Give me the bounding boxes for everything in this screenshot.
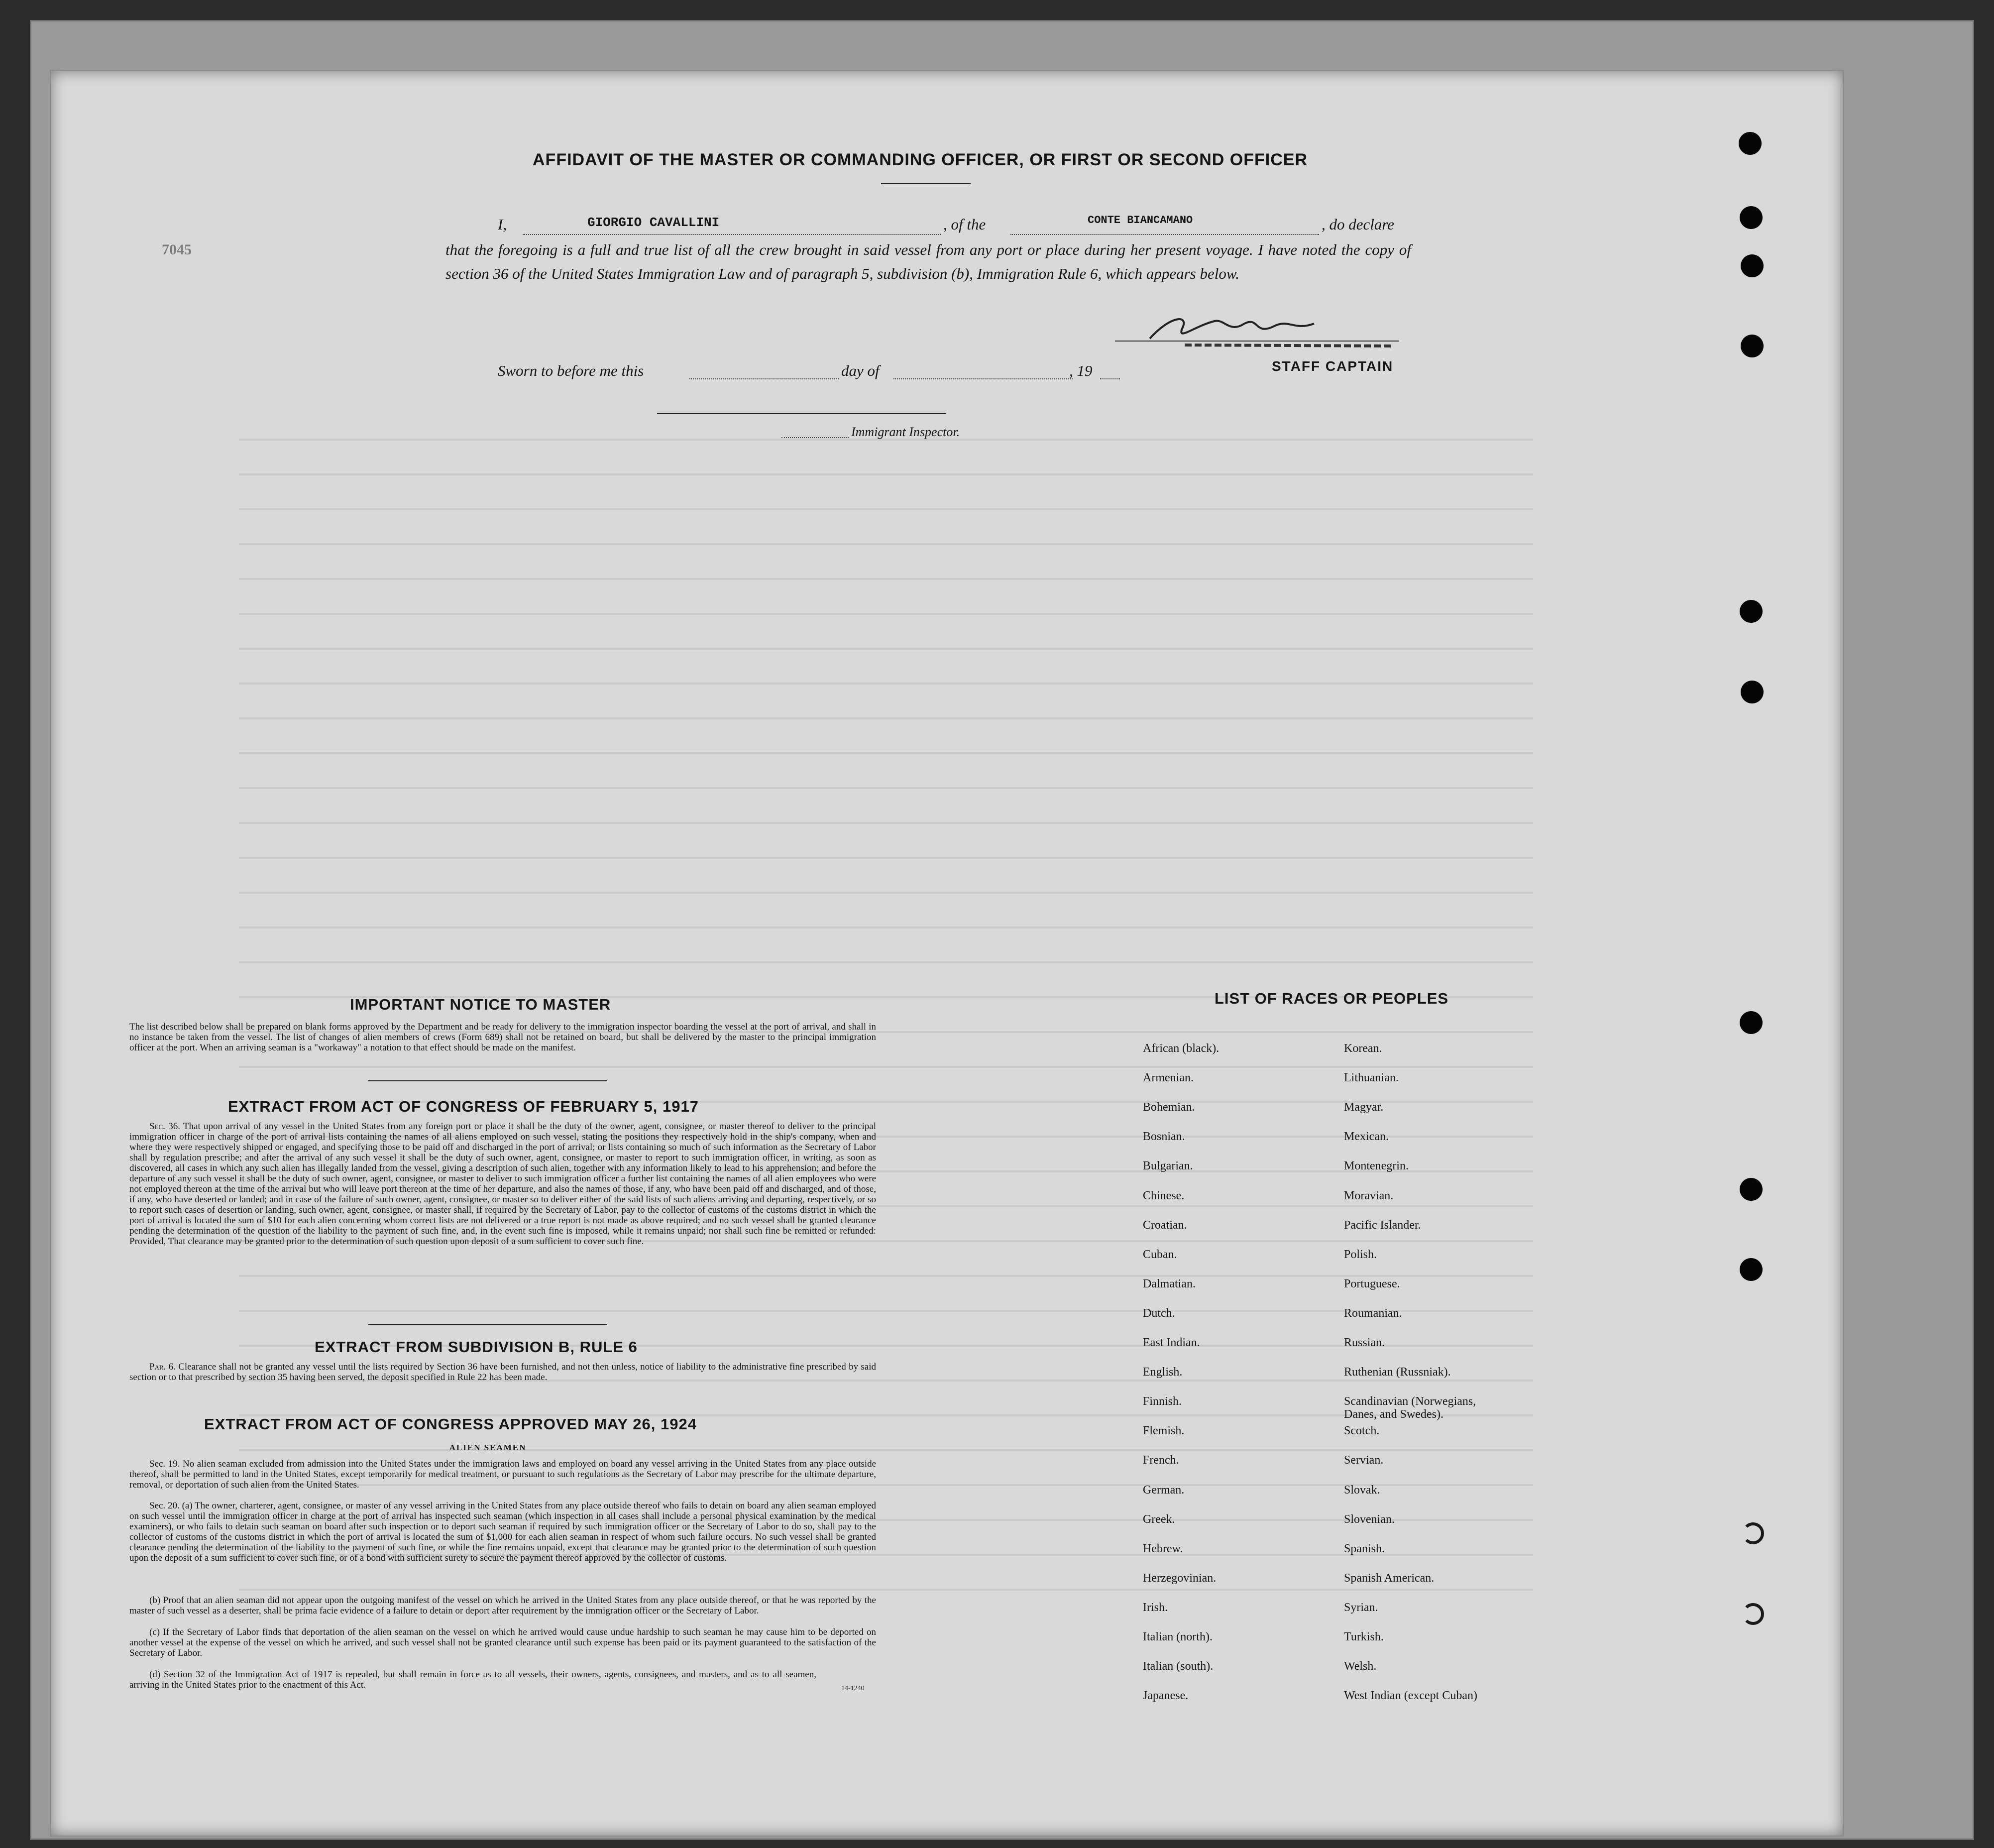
paragraph-6-label: Par. 6. xyxy=(149,1362,176,1372)
year-line xyxy=(1100,378,1120,379)
do-declare-label: , do declare xyxy=(1322,216,1395,233)
binder-hole xyxy=(1740,1258,1763,1281)
officer-name: GIORGIO CAVALLINI xyxy=(587,215,720,230)
race-item: Slovak. xyxy=(1344,1483,1380,1497)
race-item: Slovenian. xyxy=(1344,1512,1395,1526)
vessel-name-line xyxy=(1010,234,1319,235)
section-36-label: Sec. 36. xyxy=(149,1121,180,1132)
race-item: Finnish. xyxy=(1143,1395,1182,1408)
race-item: West Indian (except Cuban) xyxy=(1344,1689,1477,1703)
binder-hole xyxy=(1740,1011,1763,1034)
race-item: Italian (south). xyxy=(1143,1660,1214,1673)
race-item: Scandinavian (Norwegians, Danes, and Swedes). xyxy=(1344,1395,1476,1421)
binder-hole xyxy=(1740,1178,1763,1201)
of-the-label: , of the xyxy=(943,216,986,233)
race-item: Ruthenian (Russniak). xyxy=(1344,1366,1451,1379)
page-number: 7045 xyxy=(162,241,192,258)
race-item: Servian. xyxy=(1344,1454,1384,1467)
officer-name-line xyxy=(523,234,941,235)
binder-hole xyxy=(1740,600,1763,623)
inspector-signature-line xyxy=(657,413,946,414)
race-item: English. xyxy=(1143,1366,1183,1379)
extract-1924-title: EXTRACT FROM ACT OF CONGRESS APPROVED MAY 26, 1924 xyxy=(204,1415,697,1433)
affidavit-page xyxy=(50,70,1844,1837)
notice-title: IMPORTANT NOTICE TO MASTER xyxy=(350,996,611,1013)
extract-1924-sec20c: (c) If the Secretary of Labor finds that deportation of the alien seaman on the vessel on which he arrived would cause undue hardship to such seaman he may cause him to be deported on another vessel at the expense of the vessel on which he arrived, and such vessel shall not be granted clearance until such expense has been paid or its payment guaranteed to the satisfaction of the Secretary of Labor. xyxy=(129,1627,876,1658)
race-item: Syrian. xyxy=(1344,1601,1378,1614)
title-underline xyxy=(881,183,971,184)
race-item: Korean. xyxy=(1344,1042,1382,1055)
race-item: Hebrew. xyxy=(1143,1542,1183,1555)
race-item: Armenian. xyxy=(1143,1071,1194,1085)
inspector-label: Immigrant Inspector. xyxy=(851,425,960,439)
race-item: Japanese. xyxy=(1143,1689,1189,1703)
race-item: Flemish. xyxy=(1143,1424,1185,1438)
race-item: German. xyxy=(1143,1483,1185,1497)
divider xyxy=(368,1080,607,1081)
notice-body: The list described below shall be prepared on blank forms approved by the Department and be ready for delivery to the immigration inspector boarding the vessel at the port of arrival, and shall in no instance be taken from the vessel. The list of changes of alien members of crews (Form 689) shall not be retained on board, but shall be delivered by the master to the principal immigration officer at the port. When an arriving seaman is a "workaway" a notation to that effect should be made on the manifest. xyxy=(129,1022,876,1053)
binder-hole xyxy=(1741,335,1764,357)
captain-signature xyxy=(1095,306,1404,356)
binder-hole xyxy=(1739,132,1762,155)
race-item: Croatian. xyxy=(1143,1218,1187,1232)
declaration-prefix: I, xyxy=(498,216,507,233)
race-item: Greek. xyxy=(1143,1512,1175,1526)
extract-1917-title: EXTRACT FROM ACT OF CONGRESS OF FEBRUARY 5, 1917 xyxy=(228,1098,699,1115)
race-item: Cuban. xyxy=(1143,1248,1177,1261)
race-item: Bosnian. xyxy=(1143,1130,1185,1144)
race-item: Russian. xyxy=(1344,1336,1385,1349)
race-item: Dalmatian. xyxy=(1143,1277,1196,1290)
race-item: Spanish. xyxy=(1344,1542,1385,1555)
race-item: Spanish American. xyxy=(1344,1571,1435,1585)
race-item: Lithuanian. xyxy=(1344,1071,1399,1085)
extract-rule6-title: EXTRACT FROM SUBDIVISION B, RULE 6 xyxy=(315,1338,638,1356)
race-item: Italian (north). xyxy=(1143,1630,1213,1643)
race-item: Magyar. xyxy=(1344,1101,1384,1114)
section-36-text: That upon arrival of any vessel in the United States from any foreign port or place it shall be the duty of the owner, agent, consignee, or master thereof to deliver to the principal immigration officer in charge of the port of arrival lists containing the names of all aliens employed on such vessel, stating the positions they respectively hold in the ship's company, when and where they were respectively shipped or engaged, and specifying those to be paid off and discharged in the port of arrival; or lists containing so much of such information as the Secretary of Labor shall by regulation prescribe; and after the arrival of any such vessel it shall be the duty of such owner, agent, consignee, or master to report to such immigration officer, in writing, as soon as discovered, all cases in which any such alien has illegally landed from the vessel, giving a description of such alien, together with any information likely to lead to his apprehension; and before the departure of any such vessel it shall be the duty of such owner, agent, consignee, or master to deliver to such immigration officer a further list containing the names of all alien employees who were not employed thereon at the time of the arrival but who will leave port thereon at the time of her departure, and also the names of those, if any, who have been paid off and discharged, and of those, if any, who have deserted or landed; and in case of the failure of such owner, agent, consignee, or master so to deliver either of the said lists of such aliens arriving and departing, respectively, or so to report such cases of desertion or landing, such owner, agent, consignee, or master shall, if required by the Secretary of Labor, pay to the collector of customs of the customs district in which the port of arrival is located the sum of $10 for each alien concerning whom correct lists are not delivered or a true report is not made as above required; and no such vessel shall be granted clearance pending the determination of the question of the liability to the payment of such fine, and, in the event such fine is imposed, while it remains unpaid; nor shall such fine be remitted or refunded: Provided, That clearance may be granted prior to the determination of such question upon deposit of a sum sufficient to cover such fine. xyxy=(129,1121,876,1247)
binder-hole-partial xyxy=(1742,1522,1764,1544)
year-prefix: , 19 xyxy=(1069,362,1093,379)
race-item: African (black). xyxy=(1143,1042,1219,1055)
race-item: Chinese. xyxy=(1143,1189,1185,1202)
race-item: French. xyxy=(1143,1454,1179,1467)
race-item: Irish. xyxy=(1143,1601,1168,1614)
extract-1924-sec20a: Sec. 20. (a) The owner, charterer, agent, consignee, or master of any vessel arriving in the United States from any place outside thereof who fails to detain on board any alien seaman employed on such vessel until the immigration officer in charge at the port of arrival has inspected such seaman (which inspection in all cases shall include a personal physical examination by the medical examiners), or who fails to detain such seaman on board after such inspection or to deport such seaman if required by such immigration officer or the Secretary of Labor to do so, shall pay to the collector of customs of the customs district in which the port of arrival is located the sum of $1,000 for each alien seaman in respect of whom such failure occurs. No such vessel shall be granted clearance pending the determination of the liability to the payment of such fine, or while the fine remains unpaid, except that clearance may be granted prior to the determination of such question upon the deposit of a sum sufficient to cover such fine, or of a bond with sufficient surety to secure the payment thereof approved by the collector of customs. xyxy=(129,1501,876,1563)
race-item: Herzegovinian. xyxy=(1143,1571,1217,1585)
extract-1924-sec19: Sec. 19. No alien seaman excluded from admission into the United States under the immigration laws and employed on board any vessel arriving in the United States from any place outside thereof, shall be permitted to land in the United States, except temporarily for medical treatment, or pursuant to such regulations as the Secretary of Labor may prescribe for the ultimate departure, removal, or deportation of such alien from the United States. xyxy=(129,1459,876,1490)
race-item: Bohemian. xyxy=(1143,1101,1195,1114)
affidavit-statement: that the foregoing is a full and true list of all the crew brought in said vessel from any port or place during her present voyage. I have noted the copy of section 36 of the United States Immigration Law and of paragraph 5, subdivision (b), Immigration Rule 6, which appears below. xyxy=(445,241,1411,282)
extract-1917-body xyxy=(129,1121,876,1247)
binder-hole xyxy=(1740,206,1763,229)
race-item: Turkish. xyxy=(1344,1630,1384,1643)
race-item: Montenegrin. xyxy=(1344,1159,1409,1173)
day-of-label: day of xyxy=(841,362,880,379)
extract-1924-sec20b: (b) Proof that an alien seaman did not appear upon the outgoing manifest of the vessel on which he arrived in the United States from any place outside thereof, or that he was reported by the master of such vessel as a deserter, shall be prima facie evidence of a failure to detain or deport after requirement by the immigration officer or the Secretary of Labor. xyxy=(129,1595,876,1616)
race-item: Moravian. xyxy=(1344,1189,1394,1202)
binder-hole xyxy=(1741,681,1764,703)
form-number: 14-1240 xyxy=(841,1685,865,1692)
sworn-month-line xyxy=(893,378,1073,379)
binder-hole xyxy=(1741,254,1764,277)
race-item: Bulgarian. xyxy=(1143,1159,1193,1173)
extract-rule6-body xyxy=(129,1362,876,1383)
sworn-prefix: Sworn to before me this xyxy=(498,362,644,379)
race-item: Mexican. xyxy=(1344,1130,1389,1144)
vessel-name: CONTE BIANCAMANO xyxy=(1088,214,1193,227)
affidavit-title: AFFIDAVIT OF THE MASTER OR COMMANDING OFFICER, OR FIRST OR SECOND OFFICER xyxy=(533,150,1308,169)
race-item: Welsh. xyxy=(1344,1660,1377,1673)
alien-seamen-subtitle: ALIEN SEAMEN xyxy=(449,1443,527,1452)
race-item: Polish. xyxy=(1344,1248,1377,1261)
divider xyxy=(368,1324,607,1325)
extract-1924-sec20d: (d) Section 32 of the Immigration Act of 1917 is repealed, but shall remain in force as to all vessels, their owners, agents, consignees, and masters, and as to all seamen, arriving in the United States prior to the enactment of this Act. xyxy=(129,1669,816,1690)
binder-hole-partial xyxy=(1742,1603,1764,1625)
race-item: Roumanian. xyxy=(1344,1306,1402,1320)
race-item: Dutch. xyxy=(1143,1306,1175,1320)
race-item: Scotch. xyxy=(1344,1424,1380,1438)
race-item: East Indian. xyxy=(1143,1336,1200,1349)
sworn-day-line xyxy=(689,378,839,379)
race-item: Pacific Islander. xyxy=(1344,1218,1421,1232)
inspector-dotted-line xyxy=(781,437,849,438)
paragraph-6-text: Clearance shall not be granted any vessel until the lists required by Section 36 have been furnished, and not then unless, notice of liability to the administrative fine prescribed by said section or to that prescribed by section 35 having been served, the deposit specified in Rule 22 has been made. xyxy=(129,1362,876,1383)
signature-title: STAFF CAPTAIN xyxy=(1272,358,1394,374)
races-title: LIST OF RACES OR PEOPLES xyxy=(1215,990,1449,1007)
race-item: Portuguese. xyxy=(1344,1277,1400,1290)
